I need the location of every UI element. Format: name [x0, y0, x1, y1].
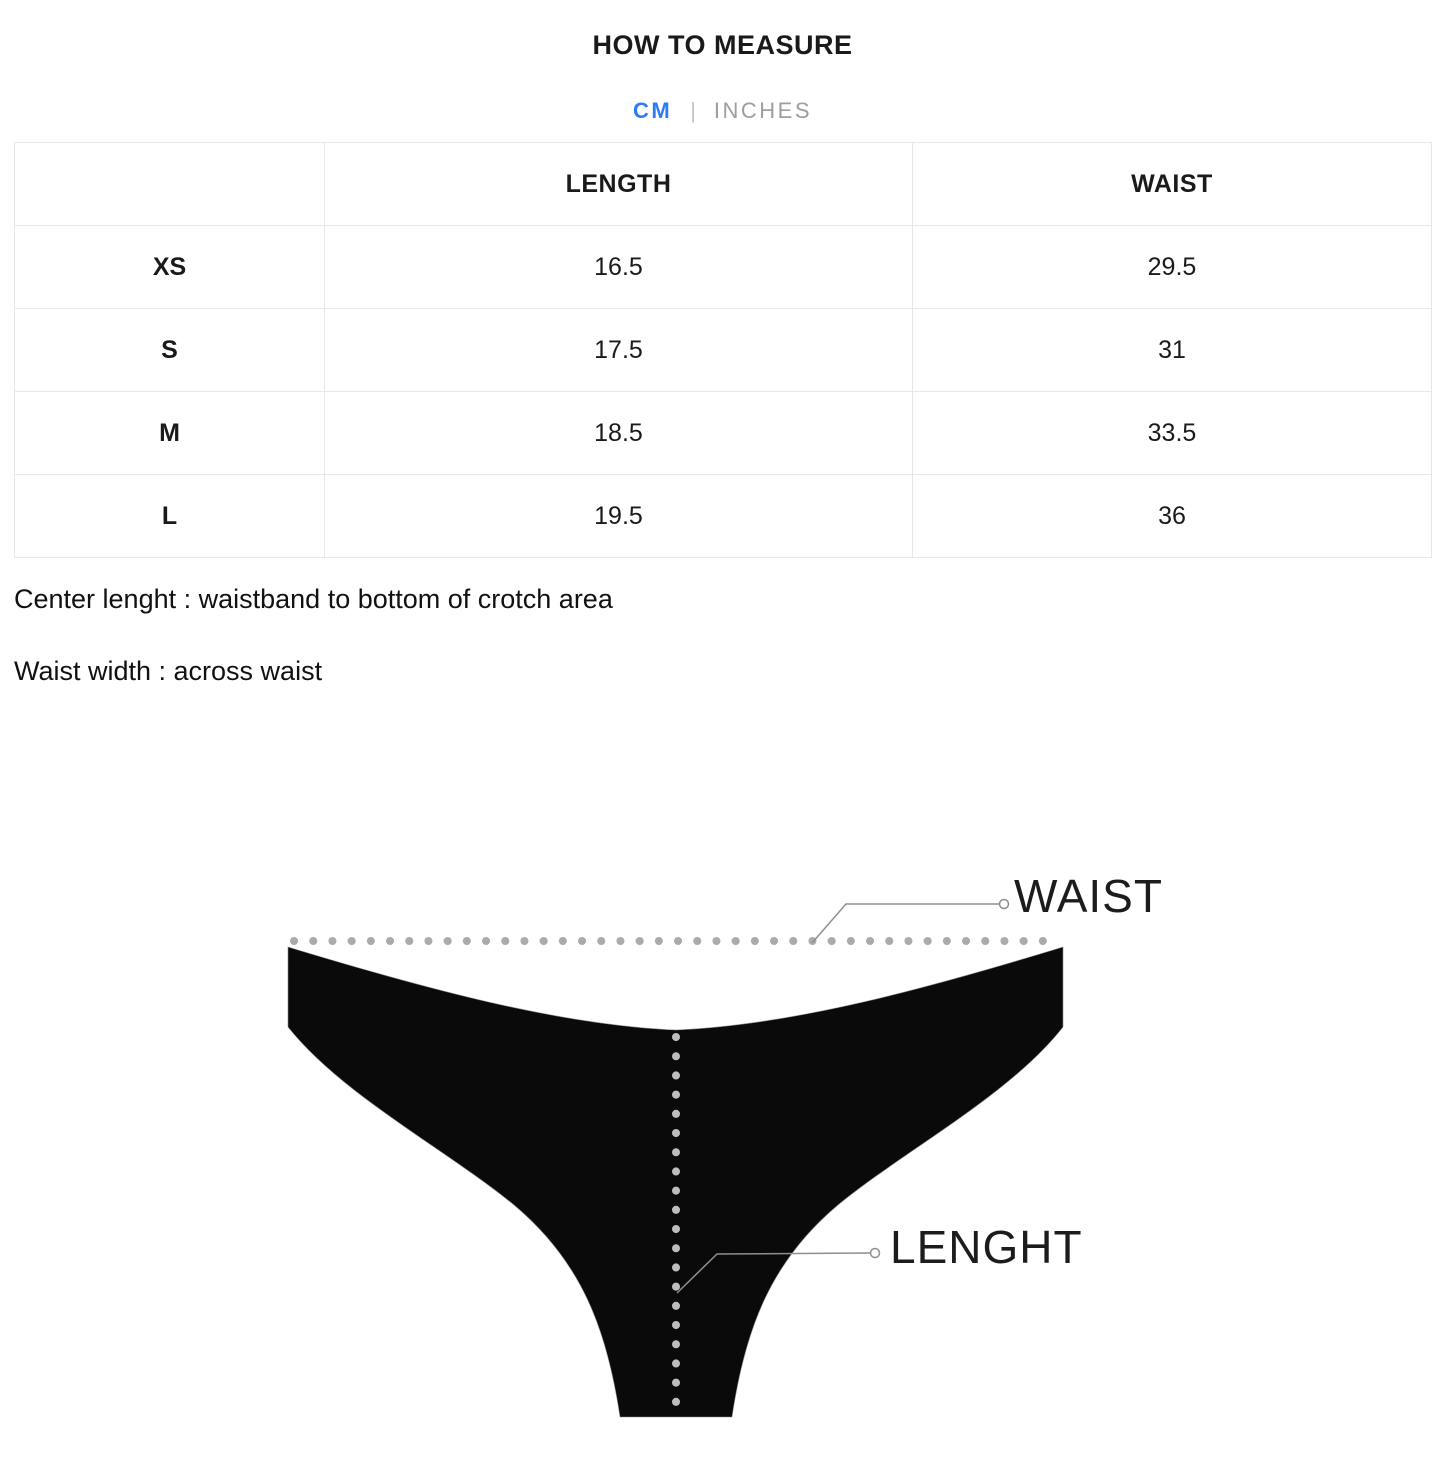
column-header-length: LENGTH [325, 143, 913, 226]
length-value-xs: 16.5 [325, 226, 913, 309]
size-label-m: M [15, 392, 325, 475]
length-label: LENGHT [890, 1221, 1083, 1273]
waist-leader-line [812, 904, 1000, 943]
waist-value-l: 36 [913, 475, 1432, 558]
size-chart-table [14, 142, 1432, 558]
unit-divider: | [690, 98, 696, 123]
waist-value-xs: 29.5 [913, 226, 1432, 309]
table-row-l [15, 475, 1432, 558]
length-value-s: 17.5 [325, 309, 913, 392]
waist-value-s: 31 [913, 309, 1432, 392]
waist-label: WAIST [1014, 870, 1163, 922]
table-row-xs [15, 226, 1432, 309]
size-label-xs: XS [15, 226, 325, 309]
note-waist-width: Waist width : across waist [14, 656, 323, 686]
table-row-s [15, 309, 1432, 392]
unit-option-inches[interactable]: INCHES [713, 98, 813, 123]
table-corner-cell [15, 143, 325, 226]
column-header-waist: WAIST [913, 143, 1432, 226]
length-value-m: 18.5 [325, 392, 913, 475]
length-leader-dot [871, 1249, 880, 1258]
table-header-row [15, 143, 1432, 226]
size-label-s: S [15, 309, 325, 392]
unit-option-cm[interactable]: CM [632, 98, 673, 123]
note-center-length: Center lenght : waistband to bottom of crotch area [14, 584, 613, 614]
page-title: HOW TO MEASURE [592, 30, 853, 60]
length-value-l: 19.5 [325, 475, 913, 558]
waist-leader-dot [1000, 900, 1009, 909]
table-row-m [15, 392, 1432, 475]
measurement-diagram [0, 860, 1445, 1458]
size-label-l: L [15, 475, 325, 558]
unit-toggle [0, 98, 1445, 124]
waist-value-m: 33.5 [913, 392, 1432, 475]
